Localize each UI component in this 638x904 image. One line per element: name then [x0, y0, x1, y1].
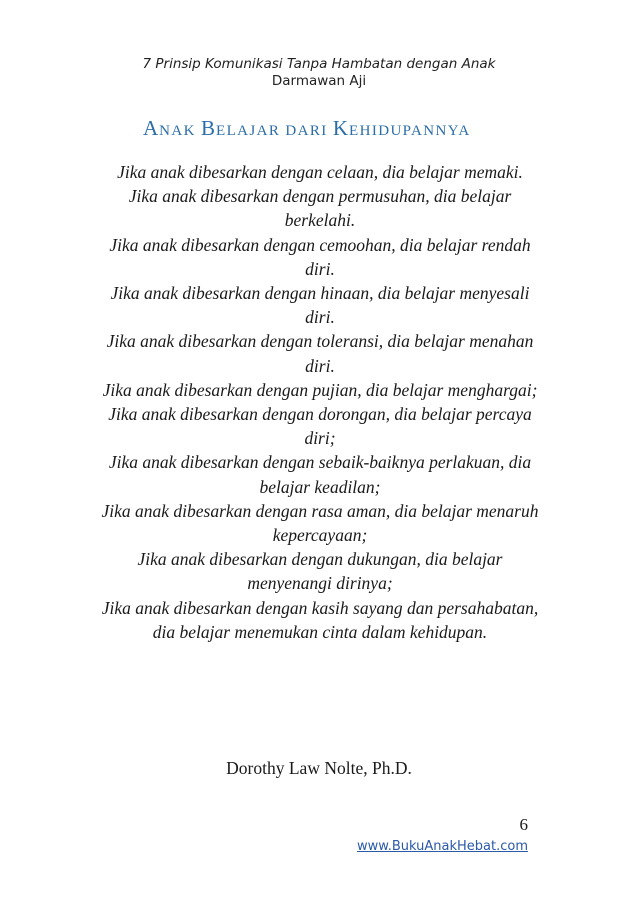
poem-stanza: Jika anak dibesarkan dengan dukungan, dia belajar menyenangi dirinya;	[137, 549, 503, 594]
page-number: 6	[519, 815, 528, 834]
poem-stanza: Jika anak dibesarkan dengan dorongan, dia belajar percaya diri;	[108, 404, 532, 449]
book-title: 7 Prinsip Komunikasi Tanpa Hambatan dengan Anak	[142, 56, 496, 72]
chapter-title-cap: B	[201, 116, 217, 140]
poem-stanza: Jika anak dibesarkan dengan permusuhan, dia belajar berkelahi.	[128, 186, 512, 231]
chapter-title-rest: EHIDUPANNYA	[349, 123, 471, 139]
poem-stanza: Jika anak dibesarkan dengan celaan, dia belajar memaki.	[117, 162, 523, 182]
website-link[interactable]: www.BukuAnakHebat.com	[357, 839, 528, 854]
chapter-title-cap: K	[332, 116, 350, 140]
poem-stanza: Jika anak dibesarkan dengan hinaan, dia belajar menyesali diri.	[110, 283, 530, 328]
poem	[100, 160, 540, 644]
chapter-title-rest: ELAJAR DARI	[216, 123, 333, 139]
author-name: Darmawan Aji	[271, 73, 367, 89]
chapter-title-cap: A	[143, 116, 160, 140]
poem-stanza: Jika anak dibesarkan dengan sebaik-baiknya perlakuan, dia belajar keadilan;	[108, 452, 532, 497]
poem-stanza: Jika anak dibesarkan dengan cemoohan, dia belajar rendah diri.	[109, 234, 531, 279]
poem-stanza: Jika anak dibesarkan dengan pujian, dia belajar menghargai;	[102, 379, 538, 400]
poem-attribution: Dorothy Law Nolte, Ph.D.	[226, 758, 412, 778]
poem-stanza: Jika anak dibesarkan dengan toleransi, dia belajar menahan diri.	[106, 331, 534, 376]
page-header	[0, 56, 638, 90]
poem-stanza: Jika anak dibesarkan dengan rasa aman, dia belajar menaruh kepercayaan;	[101, 500, 539, 546]
poem-stanza: Jika anak dibesarkan dengan kasih sayang dan persahabatan, dia belajar menemukan cinta dalam kehidupan.	[101, 597, 539, 642]
chapter-title-rest: NAK	[159, 123, 202, 139]
chapter-title	[143, 116, 543, 141]
